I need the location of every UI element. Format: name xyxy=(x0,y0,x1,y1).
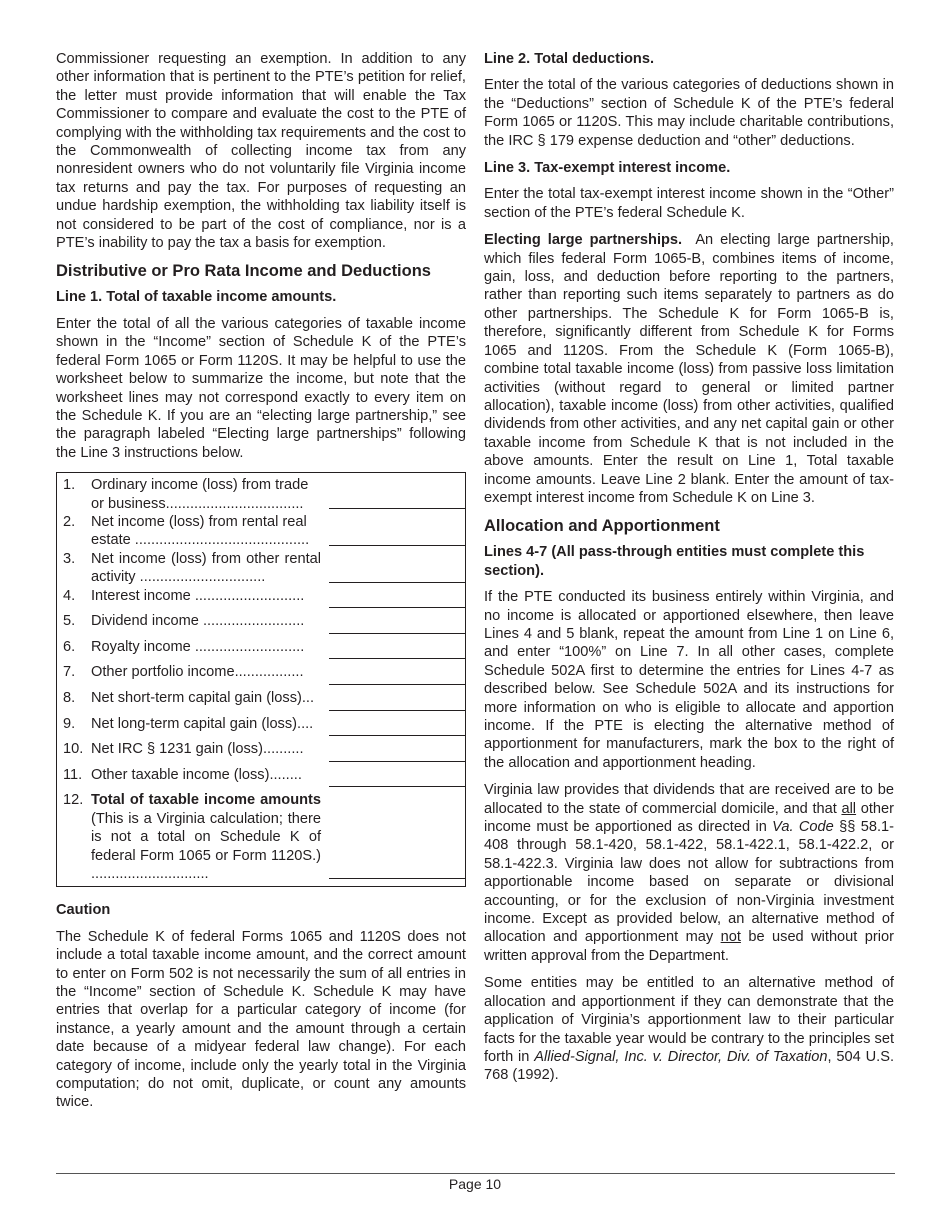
worksheet-row-label: Dividend income ......................... xyxy=(91,613,305,630)
worksheet-row-number: 10. xyxy=(63,741,84,758)
worksheet-row-number: 6. xyxy=(63,638,76,655)
case-citation: Allied-Signal, Inc. v. Director, Div. of Taxation xyxy=(534,1048,828,1065)
worksheet-row-number: 2. xyxy=(63,513,76,530)
worksheet-row-number: 12. xyxy=(63,792,84,809)
worksheet-row-label: Other taxable income (loss)........ xyxy=(91,766,302,783)
worksheet-row xyxy=(57,612,465,638)
income-worksheet xyxy=(56,472,466,887)
worksheet-row xyxy=(57,663,465,689)
worksheet-row-label: Net income (loss) from other rental activity ............................... xyxy=(91,550,321,586)
worksheet-entry-line[interactable] xyxy=(329,761,465,762)
worksheet-row xyxy=(57,513,465,550)
worksheet-row-label: Other portfolio income................. xyxy=(91,664,304,681)
line1-paragraph: Enter the total of all the various categories of taxable income shown in the “Income” section of Schedule K of the PTE’s federal Form 1065 or Form 1120S. It may be helpful to use the worksheet below to summarize the income, but note that the worksheet lines may not correspond exactly to every item on the Schedule K. If you are an “electing large partnership,” see the paragraph labeled “Electing large partnerships” following the Line 3 instructions below. xyxy=(56,315,466,461)
worksheet-row xyxy=(57,587,465,613)
worksheet-row xyxy=(57,740,465,766)
worksheet-row-number: 7. xyxy=(63,664,76,681)
worksheet-total-entry-line[interactable] xyxy=(329,878,465,879)
va-law-not: not xyxy=(720,929,741,946)
footer-divider xyxy=(56,1173,895,1174)
worksheet-total-row xyxy=(57,791,465,883)
intro-paragraph: Commissioner requesting an exemption. In addition to any other information that is pertinent to the PTE’s petition for relief, the letter must provide information that will enable the Tax Commissioner to compare and evaluate the cost to the PTE of complying with the withholding tax requirements and the cost to the Commonwealth of collecting income tax from any nonresident owners who do not voluntarily file Virginia income tax returns and pay the tax. For purposes of requesting an undue hardship exemption, the withholding tax liability itself is not considered to be part of the cost of compliance, nor is a PTE’s inability to pay the tax a basis for exemption. xyxy=(56,51,466,252)
line2-heading: Line 2. Total deductions. xyxy=(484,51,655,67)
worksheet-row-number: 4. xyxy=(63,587,76,604)
line2-paragraph: Enter the total of the various categories of deductions shown in the “Deductions” section of Schedule K of the PTE’s federal Form 1065 or 1120S. This may include charitable contributions, the IRC § 179 expense deduction and “other” deductions. xyxy=(484,77,894,149)
lines4-7-paragraph: If the PTE conducted its business entirely within Virginia, and no income is allocated or apportioned elsewhere, then leave Lines 4 and 5 blank, repeat the amount from Line 1 on Line 6, and enter “100%” on Line 7. In all other cases, complete Schedule 502A first to determine the entries for Lines 4-7 as described below. See Schedule 502A and its instructions for more information on who is eligible to allocate and apportion income. If the PTE is electing the alternative method of apportionment for manufacturers, mark the box to the right of the allocation and apportionment heading. xyxy=(484,589,894,771)
worksheet-entry-line[interactable] xyxy=(329,684,465,685)
va-law-text-1: Virginia law provides that dividends that are received are to be allocated to the state of commercial domicile, and that xyxy=(484,782,894,817)
worksheet-row-label: Net IRC § 1231 gain (loss).......... xyxy=(91,741,304,758)
va-law-text-3: §§ 58.1-408 through 58.1-420, 58.1-422, 58.1-422.1, 58.1-422.2, or 58.1-422.3. Virginia law does not allow for subtractions from apportionable income based on separate or divisional accounting, or for the exclusion of non-Virginia investment income. Except as provided below, an alternative method of allocation and apportionment may xyxy=(484,819,894,946)
worksheet-row xyxy=(57,766,465,792)
worksheet-row-label: Interest income ........................... xyxy=(91,587,305,604)
va-law-text-4: be used without prior written approval from the Department. xyxy=(484,929,894,964)
worksheet-entry-line[interactable] xyxy=(329,545,465,546)
worksheet-row-label: Royalty income ........................... xyxy=(91,638,305,655)
worksheet-total-bold: Total of taxable income amounts xyxy=(91,792,321,809)
alt-text-1: Some entities may be entitled to an alternative method of allocation and apportionment if they can demonstrate that the application of Virginia’s apportionment law to their particular facts for the taxable year would be contrary to the principles set forth in xyxy=(484,975,894,1065)
worksheet-row xyxy=(57,715,465,741)
va-law-text-2: other income must be apportioned as directed in xyxy=(484,800,894,836)
caution-paragraph: The Schedule K of federal Forms 1065 and 1120S does not include a total taxable income amount, and the correct amount to enter on Form 502 is not necessarily the sum of all entries in the “Income” section of Schedule K. Schedule K may have entries that overlap for a particular category of income (for instance, a yearly amount and the amount through a certain date because of a midyear federal law change). For each category of income, include only the yearly total in the Virginia computation; do not omit, duplicate, or count any amounts twice. xyxy=(56,928,466,1111)
va-law-all: all xyxy=(841,800,857,817)
worksheet-row-number: 1. xyxy=(63,477,76,494)
worksheet-entry-line[interactable] xyxy=(329,607,465,608)
electing-large-partnerships-text: An electing large partnership, which files federal Form 1065-B, combines items of income, gain, loss, and deduction before reporting to the partners, rather than reporting such items separately to partners as do other partnerships. The Schedule K for Form 1065-B is, therefore, significantly different from Schedule K for Forms 1065 and 1120S. From the Schedule K (Form 1065-B), combine total taxable income (loss) from passive loss limitation activities (without regard to general or limited partner allocation), taxable income (loss) from other activities, qualified dividends from other activities, and any net capital gain or other taxable income from Schedule K that is not included in the above amounts. Enter the result on Line 1, Total taxable income amounts. Leave Line 2 blank. Enter the amount of tax-exempt interest income from Schedule K on Line 3. xyxy=(484,232,894,506)
worksheet-entry-line[interactable] xyxy=(329,658,465,659)
va-code-citation: Va. Code xyxy=(772,819,834,836)
worksheet-row xyxy=(57,638,465,664)
left-column xyxy=(56,50,466,1121)
section-heading-distributive: Distributive or Pro Rata Income and Deductions xyxy=(56,262,431,281)
line3-heading: Line 3. Tax-exempt interest income. xyxy=(484,160,731,177)
alternative-method-paragraph xyxy=(484,974,894,1084)
worksheet-total-note: (This is a Virginia calculation; there is not a total on Schedule K of federal Form 1065 or Form 1120S.) ............................. xyxy=(91,810,321,882)
worksheet-row-label: Net short-term capital gain (loss)... xyxy=(91,689,315,706)
worksheet-row xyxy=(57,689,465,715)
worksheet-row-label: Net income (loss) from rental real estate ........................................... xyxy=(91,513,310,549)
worksheet-entry-line[interactable] xyxy=(329,508,465,509)
line1-heading: Line 1. Total of taxable income amounts. xyxy=(56,289,337,306)
electing-large-partnerships-paragraph xyxy=(484,231,894,507)
worksheet-row xyxy=(57,550,465,587)
lines4-7-heading: Lines 4-7 (All pass-through entities must complete this section). xyxy=(484,544,865,579)
worksheet-row-number: 3. xyxy=(63,550,76,567)
caution-heading: Caution xyxy=(56,902,111,919)
worksheet-row-label: Ordinary income (loss) from trade or business.................................. xyxy=(91,477,309,512)
worksheet-entry-line[interactable] xyxy=(329,735,465,736)
worksheet-row-label: Net long-term capital gain (loss).... xyxy=(91,715,314,732)
line3-paragraph: Enter the total tax-exempt interest income shown in the “Other” section of the PTE’s federal Schedule K. xyxy=(484,186,894,221)
worksheet-total-label xyxy=(91,791,321,883)
worksheet-row-number: 9. xyxy=(63,715,76,732)
page-number: Page 10 xyxy=(448,1176,502,1192)
worksheet-entry-line[interactable] xyxy=(329,633,465,634)
virginia-law-paragraph xyxy=(484,781,894,965)
worksheet-row-number: 11. xyxy=(63,766,83,783)
section-heading-allocation: Allocation and Apportionment xyxy=(484,517,720,536)
worksheet-entry-line[interactable] xyxy=(329,582,465,583)
worksheet-entry-line[interactable] xyxy=(329,786,465,787)
alt-text-2: , 504 U.S. 768 (1992). xyxy=(484,1048,894,1084)
worksheet-entry-line[interactable] xyxy=(329,710,465,711)
electing-large-partnerships-lead: Electing large partnerships. xyxy=(484,232,683,249)
right-column xyxy=(484,50,894,1094)
worksheet-row-number: 5. xyxy=(63,613,76,630)
worksheet-row xyxy=(57,476,465,513)
worksheet-row-number: 8. xyxy=(63,689,76,706)
